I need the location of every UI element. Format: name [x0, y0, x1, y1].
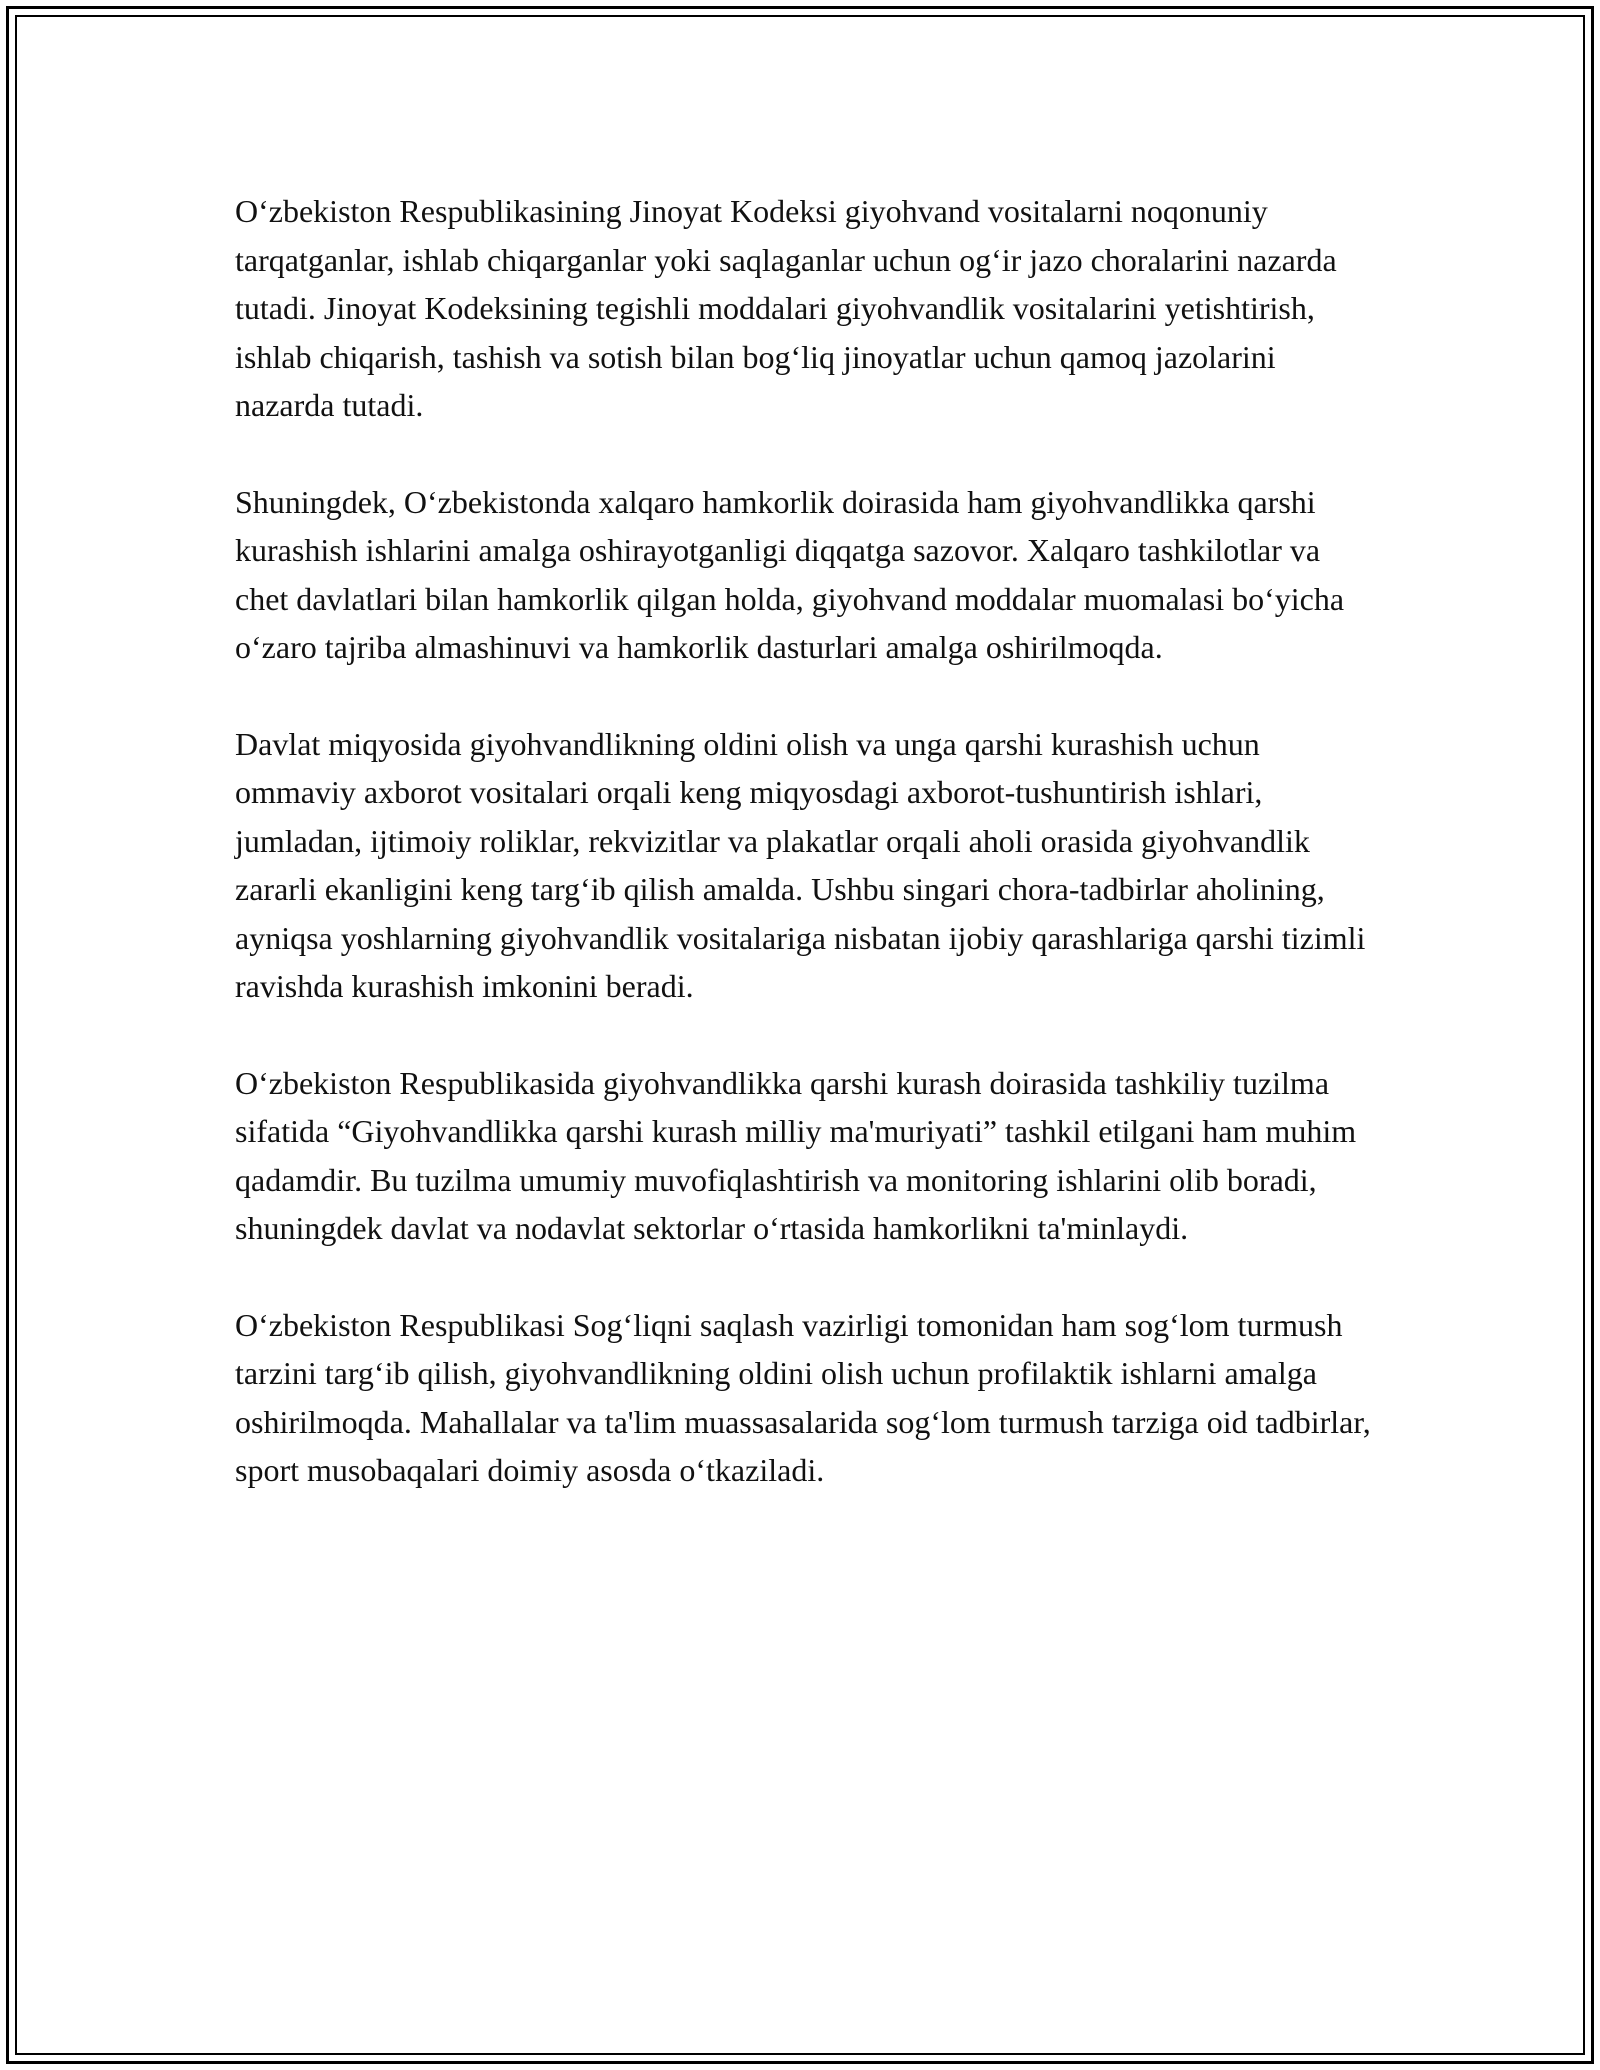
paragraph-international-cooperation: Shuningdek, O‘zbekistonda xalqaro hamkorlik doirasida ham giyohvandlikka qarshi kurashish ishlarini amalga oshirayotganligi diqqatga sazovor. Xalqaro tashkilotlar va chet davlatlari bilan hamkorlik qilgan holda, giyohvand moddalar muomalasi bo‘yicha o‘zaro tajriba almashinuvi va hamkorlik dasturlari amalga oshirilmoqda. [235, 483, 1345, 665]
paragraph-criminal-code: O‘zbekiston Respublikasining Jinoyat Kodeksi giyohvand vositalarni noqonuniy tarqatganlar, ishlab chiqarganlar yoki saqlaganlar uchun og‘ir jazo choralarini nazarda tutadi. Jinoyat Kodeksining tegishli moddalari giyohvandlik vositalarini yetishtirish, ishlab chiqarish, tashish va sotish bilan bog‘liq jinoyatlar uchun qamoq jazolarini nazarda tutadi. [235, 193, 1337, 423]
document-body [235, 187, 1380, 1543]
paragraph-national-administration: O‘zbekiston Respublikasida giyohvandlikka qarshi kurash doirasida tashkiliy tuzilma sifatida “Giyohvandlikka qarshi kurash milliy ma'muriyati” tashkil etilgani ham muhim qadamdir. Bu tuzilma umumiy muvofiqlashtirish va monitoring ishlarini olib boradi, shuningdek davlat va nodavlat sektorlar o‘rtasida hamkorlikni ta'minlaydi. [235, 1064, 1357, 1246]
paragraph-awareness-campaigns: Davlat miqyosida giyohvandlikning oldini olish va unga qarshi kurashish uchun ommaviy axborot vositalari orqali keng miqyosdagi axborot-tushuntirish ishlari, jumladan, ijtimoiy roliklar, rekvizitlar va plakatlar orqali aholi orasida giyohvandlik zararli ekanligini keng targ‘ib qilish amalda. Ushbu singari chora-tadbirlar aholining, ayniqsa yoshlarning giyohvandlik vositalariga nisbatan ijobiy qarashlariga qarshi tizimli ravishda kurashish imkonini beradi. [235, 725, 1366, 1004]
paragraph-health-ministry: O‘zbekiston Respublikasi Sog‘liqni saqlash vazirligi tomonidan ham sog‘lom turmush tarzini targ‘ib qilish, giyohvandlikning oldini olish uchun profilaktik ishlarni amalga oshirilmoqda. Mahallalar va ta'lim muassasalarida sog‘lom turmush tarziga oid tadbirlar, sport musobaqalari doimiy asosda o‘tkaziladi. [235, 1306, 1371, 1488]
